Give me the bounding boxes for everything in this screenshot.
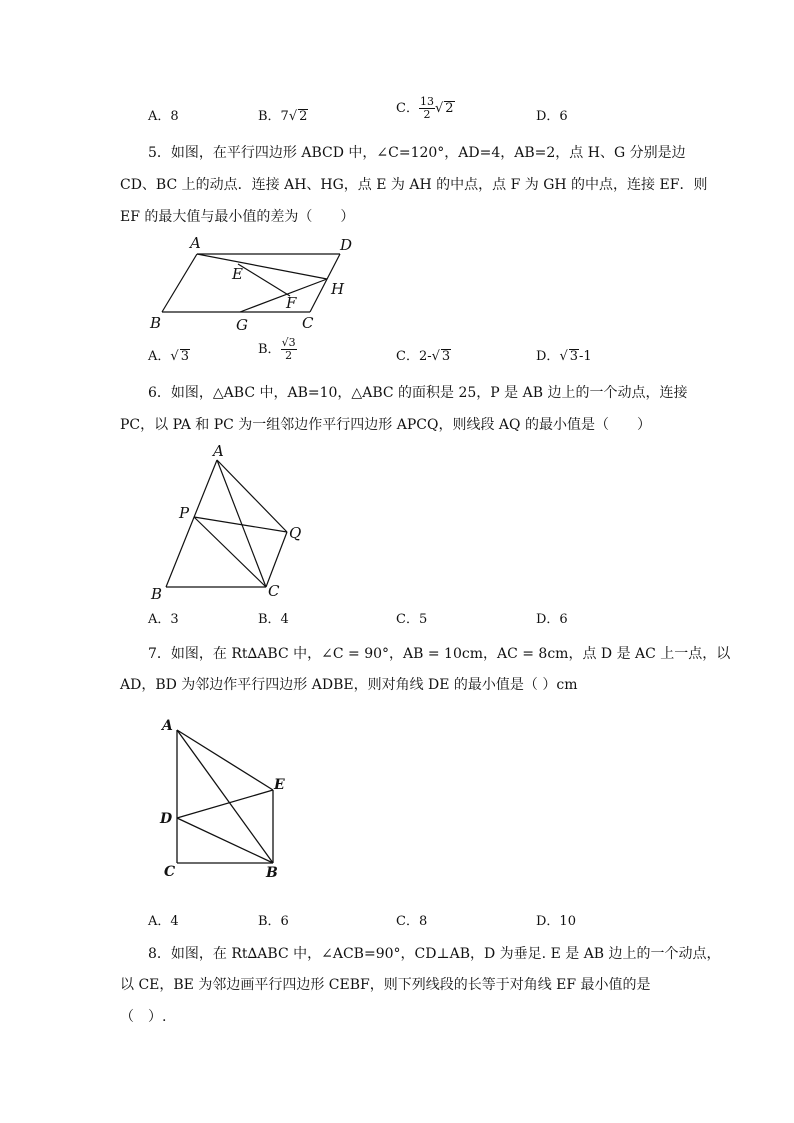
q7-label-A: A xyxy=(162,718,173,734)
q6-option-a: A．3 xyxy=(148,612,179,627)
q4-option-b: B．7√ 2 xyxy=(258,109,308,124)
q5-text-line1: 5．如图，在平行四边形 ABCD 中，∠C=120°，AD=4，AB=2，点 H、G 分别是边 xyxy=(148,145,686,161)
q7-text-line2: AD，BD 为邻边作平行四边形 ADBE，则对角线 DE 的最小值是（ ）cm xyxy=(120,677,578,693)
q5-segment-AH xyxy=(197,254,327,279)
q8-text-line2: 以 CE，BE 为邻边画平行四边形 CEBF，则下列线段的长等于对角线 EF 最小值的是 xyxy=(120,977,651,993)
q5-option-c: C．2-√ 3 xyxy=(396,349,451,364)
q5-label-F: F xyxy=(286,294,297,312)
q5-label-C: C xyxy=(302,314,314,332)
q6-text-line2: PC，以 PA 和 PC 为一组邻边作平行四边形 APCQ，则线段 AQ 的最小值是（ ） xyxy=(120,417,651,433)
q7-text-line1: 7．如图，在 Rt∆ABC 中，∠C = 90°，AB = 10cm，AC = 8cm，点 D 是 AC 上一点，以 xyxy=(148,646,731,662)
q7-option-b: B．6 xyxy=(258,914,289,929)
q6-label-A: A xyxy=(213,442,224,460)
q5-option-b: B． $\frac{√3}{2}$ xyxy=(258,336,296,362)
q5-label-E: E xyxy=(232,265,243,283)
q6-triangle-figure xyxy=(140,440,320,605)
q4-option-a: A．8 xyxy=(148,109,179,124)
q7-label-E: E xyxy=(274,777,285,793)
q4-option-d: D．6 xyxy=(536,109,568,124)
q7-segment-AE xyxy=(177,730,273,790)
q6-segment-AB xyxy=(166,460,217,587)
q7-segment-DE xyxy=(177,790,273,818)
q5-segment-HG xyxy=(240,279,327,312)
q5-segment-BA xyxy=(162,254,197,312)
q6-option-c: C．5 xyxy=(396,612,428,627)
q6-label-C: C xyxy=(268,582,280,600)
q5-label-D: D xyxy=(340,236,353,254)
q7-option-a: A．4 xyxy=(148,914,179,929)
q5-label-A: A xyxy=(190,234,201,252)
q6-label-Q: Q xyxy=(289,524,302,542)
q8-text-line1: 8．如图，在 Rt∆ABC 中，∠ACB=90°，CD⊥AB，D 为垂足. E 是 AB 边上的一个动点， xyxy=(148,946,721,962)
q5-label-B: B xyxy=(150,314,162,332)
q5-text-line2: CD、BC 上的动点．连接 AH、HG，点 E 为 AH 的中点，点 F 为 GH 的中点，连接 EF．则 xyxy=(120,177,708,193)
q5-option-d: D．√ 3-1 xyxy=(536,349,592,364)
q7-label-C: C xyxy=(164,864,176,880)
q5-label-G: G xyxy=(236,316,248,334)
q7-segment-DB xyxy=(177,818,273,863)
q7-option-c: C．8 xyxy=(396,914,428,929)
q8-text-line3: （ ）. xyxy=(120,1009,167,1025)
q6-option-d: D．6 xyxy=(536,612,568,627)
q6-label-B: B xyxy=(151,585,163,603)
q7-label-D: D xyxy=(160,811,173,827)
q5-option-a: A．√ 3 xyxy=(148,349,189,364)
q6-segment-PC xyxy=(194,517,266,587)
q7-segment-AB xyxy=(177,730,273,863)
q5-text-line3: EF 的最大值与最小值的差为（ ） xyxy=(120,209,355,225)
q4-option-c: C． $\frac{13}{2}$ √ 2 xyxy=(396,95,454,121)
q7-figure xyxy=(150,710,300,885)
q6-segment-QC xyxy=(266,532,287,587)
q5-parallelogram-figure xyxy=(140,232,370,334)
q7-option-d: D．10 xyxy=(536,914,576,929)
q6-option-b: B．4 xyxy=(258,612,289,627)
q6-segment-AQ xyxy=(217,460,287,532)
q5-label-H: H xyxy=(331,280,345,298)
q5-segment-EF xyxy=(238,264,290,296)
q6-label-P: P xyxy=(179,504,190,522)
q7-label-B: B xyxy=(266,865,278,881)
q6-text-line1: 6．如图，△ABC 中，AB=10，△ABC 的面积是 25，P 是 AB 边上的一个动点，连接 xyxy=(148,385,688,401)
q6-segment-AC xyxy=(217,460,266,587)
